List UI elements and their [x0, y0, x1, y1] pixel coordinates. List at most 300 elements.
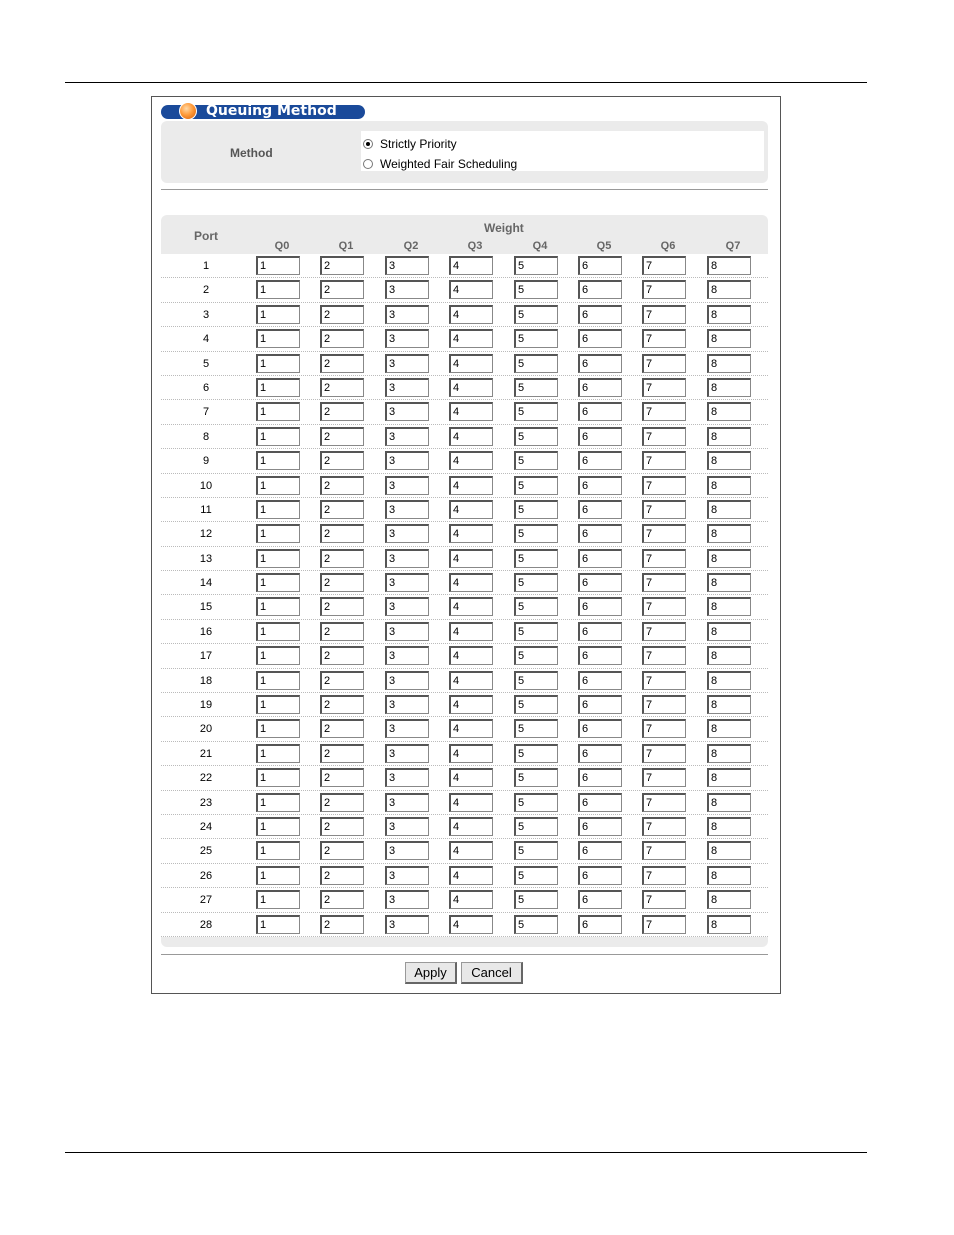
weight-input-q5[interactable] [578, 476, 622, 495]
radio-label-strictly-priority: Strictly Priority [380, 137, 457, 151]
weight-input-q6[interactable] [642, 866, 686, 885]
table-row [161, 376, 768, 400]
weight-input-q1[interactable] [320, 646, 364, 665]
weight-input-q2[interactable] [385, 671, 429, 690]
weight-input-q2[interactable] [385, 256, 429, 275]
weight-input-q4[interactable] [514, 866, 558, 885]
weight-input-q7[interactable] [707, 378, 751, 397]
queue-header-q6: Q6 [660, 240, 676, 252]
weight-input-q7[interactable] [707, 841, 751, 860]
weight-input-q4[interactable] [514, 256, 558, 275]
weight-input-q2[interactable] [385, 280, 429, 299]
queue-header-q4: Q4 [532, 240, 548, 252]
weight-input-q5[interactable] [578, 500, 622, 519]
queue-header-q1: Q1 [338, 240, 354, 252]
weight-input-q2[interactable] [385, 719, 429, 738]
weight-input-q3[interactable] [449, 768, 493, 787]
weight-input-q1[interactable] [320, 256, 364, 275]
weight-input-q7[interactable] [707, 305, 751, 324]
weight-input-q7[interactable] [707, 402, 751, 421]
weight-input-q7[interactable] [707, 719, 751, 738]
table-row [161, 669, 768, 693]
weight-input-q1[interactable] [320, 597, 364, 616]
weight-input-q2[interactable] [385, 549, 429, 568]
table-row [161, 839, 768, 863]
port-number: 5 [202, 357, 210, 370]
weight-input-q3[interactable] [449, 695, 493, 714]
weight-input-q4[interactable] [514, 378, 558, 397]
weight-input-q3[interactable] [449, 890, 493, 909]
weight-input-q6[interactable] [642, 451, 686, 470]
weight-input-q0[interactable] [256, 841, 300, 860]
weight-input-q6[interactable] [642, 280, 686, 299]
weight-input-q5[interactable] [578, 744, 622, 763]
port-number: 6 [202, 381, 210, 394]
port-header: Port [194, 229, 218, 243]
weight-input-q3[interactable] [449, 256, 493, 275]
weight-input-q3[interactable] [449, 354, 493, 373]
weight-input-q0[interactable] [256, 744, 300, 763]
table-row [161, 278, 768, 302]
weight-input-q6[interactable] [642, 817, 686, 836]
weight-input-q3[interactable] [449, 597, 493, 616]
weight-input-q5[interactable] [578, 354, 622, 373]
weight-input-q7[interactable] [707, 549, 751, 568]
weight-input-q4[interactable] [514, 280, 558, 299]
weight-input-q5[interactable] [578, 890, 622, 909]
weight-input-q0[interactable] [256, 646, 300, 665]
weight-input-q4[interactable] [514, 915, 558, 934]
weight-input-q0[interactable] [256, 915, 300, 934]
table-row [161, 766, 768, 790]
radio-button-unselected[interactable] [363, 159, 373, 169]
weight-input-q6[interactable] [642, 793, 686, 812]
port-number: 13 [199, 552, 213, 565]
weight-input-q5[interactable] [578, 622, 622, 641]
weight-input-q7[interactable] [707, 256, 751, 275]
table-row [161, 913, 768, 937]
weight-input-q3[interactable] [449, 305, 493, 324]
method-label: Method [230, 146, 273, 160]
table-row [161, 864, 768, 888]
port-number: 3 [202, 308, 210, 321]
weight-input-q0[interactable] [256, 329, 300, 348]
weight-input-q4[interactable] [514, 719, 558, 738]
table-row [161, 449, 768, 473]
weight-input-q0[interactable] [256, 671, 300, 690]
weight-input-q2[interactable] [385, 354, 429, 373]
port-number: 28 [199, 918, 213, 931]
weight-input-q3[interactable] [449, 573, 493, 592]
weight-input-q3[interactable] [449, 866, 493, 885]
table-row [161, 742, 768, 766]
weight-input-q6[interactable] [642, 500, 686, 519]
weight-input-q5[interactable] [578, 256, 622, 275]
weight-input-q7[interactable] [707, 427, 751, 446]
weight-input-q6[interactable] [642, 427, 686, 446]
weight-input-q1[interactable] [320, 915, 364, 934]
weight-input-q7[interactable] [707, 744, 751, 763]
weight-input-q1[interactable] [320, 549, 364, 568]
weight-input-q1[interactable] [320, 671, 364, 690]
weight-input-q4[interactable] [514, 597, 558, 616]
table-row [161, 303, 768, 327]
weight-input-q1[interactable] [320, 866, 364, 885]
weight-input-q6[interactable] [642, 402, 686, 421]
weight-input-q4[interactable] [514, 500, 558, 519]
weight-input-q6[interactable] [642, 719, 686, 738]
weight-input-q3[interactable] [449, 671, 493, 690]
weight-input-q7[interactable] [707, 695, 751, 714]
page-top-rule [65, 82, 867, 83]
queue-header-q7: Q7 [725, 240, 741, 252]
weight-input-q7[interactable] [707, 793, 751, 812]
weight-input-q7[interactable] [707, 890, 751, 909]
weight-input-q5[interactable] [578, 549, 622, 568]
weight-input-q0[interactable] [256, 695, 300, 714]
table-row [161, 620, 768, 644]
weight-input-q2[interactable] [385, 573, 429, 592]
weight-input-q4[interactable] [514, 354, 558, 373]
cancel-button[interactable]: Cancel [461, 962, 523, 984]
weight-input-q7[interactable] [707, 817, 751, 836]
weight-input-q2[interactable] [385, 695, 429, 714]
weight-input-q5[interactable] [578, 427, 622, 446]
weight-input-q3[interactable] [449, 646, 493, 665]
weight-input-q2[interactable] [385, 915, 429, 934]
weight-input-q0[interactable] [256, 573, 300, 592]
port-number: 26 [199, 869, 213, 882]
table-row [161, 644, 768, 668]
weight-input-q4[interactable] [514, 427, 558, 446]
weight-input-q7[interactable] [707, 524, 751, 543]
weight-input-q6[interactable] [642, 597, 686, 616]
weight-input-q0[interactable] [256, 500, 300, 519]
weight-input-q4[interactable] [514, 671, 558, 690]
weight-input-q6[interactable] [642, 476, 686, 495]
queuing-method-panel [151, 96, 781, 994]
weight-input-q0[interactable] [256, 866, 300, 885]
weight-input-q4[interactable] [514, 451, 558, 470]
weight-input-q0[interactable] [256, 402, 300, 421]
weight-input-q0[interactable] [256, 524, 300, 543]
weight-input-q0[interactable] [256, 305, 300, 324]
weight-input-q1[interactable] [320, 451, 364, 470]
weight-input-q4[interactable] [514, 793, 558, 812]
weight-input-q6[interactable] [642, 646, 686, 665]
weight-input-q2[interactable] [385, 402, 429, 421]
radio-weighted-fair-scheduling[interactable] [363, 157, 517, 171]
weight-input-q4[interactable] [514, 646, 558, 665]
port-number: 7 [202, 406, 210, 419]
weight-input-q3[interactable] [449, 500, 493, 519]
weight-input-q4[interactable] [514, 817, 558, 836]
weight-input-q3[interactable] [449, 476, 493, 495]
weight-input-q2[interactable] [385, 305, 429, 324]
weight-input-q1[interactable] [320, 622, 364, 641]
table-row [161, 693, 768, 717]
weight-input-q4[interactable] [514, 695, 558, 714]
table-row [161, 400, 768, 424]
weight-input-q1[interactable] [320, 354, 364, 373]
weight-input-q4[interactable] [514, 841, 558, 860]
weight-input-q4[interactable] [514, 524, 558, 543]
weight-input-q5[interactable] [578, 402, 622, 421]
weight-input-q5[interactable] [578, 597, 622, 616]
weight-input-q7[interactable] [707, 866, 751, 885]
weight-input-q7[interactable] [707, 768, 751, 787]
radio-strictly-priority[interactable] [363, 137, 457, 151]
weight-input-q3[interactable] [449, 329, 493, 348]
weight-input-q1[interactable] [320, 744, 364, 763]
weight-input-q5[interactable] [578, 719, 622, 738]
weight-input-q0[interactable] [256, 280, 300, 299]
weight-input-q6[interactable] [642, 695, 686, 714]
weight-input-q3[interactable] [449, 744, 493, 763]
weight-input-q2[interactable] [385, 451, 429, 470]
weight-input-q2[interactable] [385, 524, 429, 543]
weight-input-q1[interactable] [320, 378, 364, 397]
section-separator [161, 189, 768, 190]
port-number: 16 [199, 625, 213, 638]
weight-input-q1[interactable] [320, 793, 364, 812]
weight-input-q5[interactable] [578, 768, 622, 787]
weight-input-q2[interactable] [385, 817, 429, 836]
weight-input-q6[interactable] [642, 256, 686, 275]
port-number: 24 [199, 820, 213, 833]
weight-input-q0[interactable] [256, 597, 300, 616]
weight-input-q0[interactable] [256, 354, 300, 373]
table-row [161, 571, 768, 595]
weight-input-q1[interactable] [320, 768, 364, 787]
table-row [161, 595, 768, 619]
weight-input-q2[interactable] [385, 744, 429, 763]
port-number: 1 [202, 260, 210, 272]
weight-input-q0[interactable] [256, 622, 300, 641]
weight-input-q3[interactable] [449, 280, 493, 299]
weight-input-q7[interactable] [707, 476, 751, 495]
weight-input-q1[interactable] [320, 500, 364, 519]
weight-input-q2[interactable] [385, 427, 429, 446]
weight-input-q1[interactable] [320, 305, 364, 324]
weight-input-q7[interactable] [707, 500, 751, 519]
weight-input-q1[interactable] [320, 719, 364, 738]
weight-input-q7[interactable] [707, 573, 751, 592]
weight-input-q6[interactable] [642, 329, 686, 348]
weight-input-q0[interactable] [256, 549, 300, 568]
table-row [161, 815, 768, 839]
weight-input-q5[interactable] [578, 817, 622, 836]
weight-input-q2[interactable] [385, 841, 429, 860]
weight-input-q6[interactable] [642, 549, 686, 568]
weight-input-q4[interactable] [514, 768, 558, 787]
weight-input-q6[interactable] [642, 378, 686, 397]
weight-input-q5[interactable] [578, 695, 622, 714]
port-number: 8 [202, 430, 210, 443]
weight-input-q5[interactable] [578, 866, 622, 885]
table-row [161, 327, 768, 351]
table-row [161, 791, 768, 815]
weight-input-q0[interactable] [256, 451, 300, 470]
weight-input-q7[interactable] [707, 451, 751, 470]
port-number: 17 [199, 650, 213, 663]
weight-input-q1[interactable] [320, 817, 364, 836]
weight-input-q1[interactable] [320, 695, 364, 714]
weight-input-q3[interactable] [449, 622, 493, 641]
weight-input-q4[interactable] [514, 744, 558, 763]
weight-input-q5[interactable] [578, 573, 622, 592]
port-number: 25 [199, 845, 213, 858]
weight-input-q7[interactable] [707, 354, 751, 373]
weight-input-q2[interactable] [385, 890, 429, 909]
weight-input-q0[interactable] [256, 378, 300, 397]
weight-input-q5[interactable] [578, 280, 622, 299]
weight-input-q0[interactable] [256, 890, 300, 909]
table-row [161, 352, 768, 376]
weight-table-body [161, 254, 768, 937]
weight-input-q2[interactable] [385, 793, 429, 812]
weight-input-q2[interactable] [385, 476, 429, 495]
weight-input-q7[interactable] [707, 280, 751, 299]
weight-input-q6[interactable] [642, 841, 686, 860]
table-row [161, 522, 768, 546]
weight-input-q2[interactable] [385, 768, 429, 787]
weight-input-q1[interactable] [320, 329, 364, 348]
weight-input-q0[interactable] [256, 793, 300, 812]
weight-input-q6[interactable] [642, 671, 686, 690]
weight-input-q4[interactable] [514, 573, 558, 592]
weight-input-q4[interactable] [514, 549, 558, 568]
weight-input-q1[interactable] [320, 427, 364, 446]
weight-input-q0[interactable] [256, 719, 300, 738]
weight-input-q3[interactable] [449, 451, 493, 470]
weight-input-q7[interactable] [707, 622, 751, 641]
weight-input-q2[interactable] [385, 646, 429, 665]
weight-input-q7[interactable] [707, 671, 751, 690]
port-number: 15 [199, 601, 213, 614]
weight-input-q5[interactable] [578, 305, 622, 324]
weight-input-q3[interactable] [449, 402, 493, 421]
weight-input-q6[interactable] [642, 768, 686, 787]
weight-input-q6[interactable] [642, 524, 686, 543]
weight-input-q2[interactable] [385, 378, 429, 397]
port-number: 12 [199, 528, 213, 541]
radio-label-weighted-fair-scheduling: Weighted Fair Scheduling [380, 157, 518, 171]
button-separator [161, 954, 768, 955]
weight-input-q1[interactable] [320, 476, 364, 495]
weight-input-q4[interactable] [514, 329, 558, 348]
weight-input-q3[interactable] [449, 427, 493, 446]
weight-input-q2[interactable] [385, 622, 429, 641]
apply-button[interactable]: Apply [405, 962, 457, 984]
weight-input-q5[interactable] [578, 524, 622, 543]
weight-input-q1[interactable] [320, 841, 364, 860]
table-row [161, 498, 768, 522]
weight-input-q1[interactable] [320, 402, 364, 421]
table-row [161, 717, 768, 741]
port-number: 14 [199, 577, 213, 590]
weight-input-q6[interactable] [642, 622, 686, 641]
orange-bullet-icon [179, 102, 197, 120]
port-number: 21 [199, 747, 213, 760]
queue-header-q5: Q5 [596, 240, 612, 252]
weight-input-q3[interactable] [449, 524, 493, 543]
table-row [161, 425, 768, 449]
weight-input-q6[interactable] [642, 890, 686, 909]
page-bottom-rule [65, 1152, 867, 1153]
weight-input-q3[interactable] [449, 817, 493, 836]
weight-input-q0[interactable] [256, 817, 300, 836]
queue-header-q2: Q2 [403, 240, 419, 252]
weight-input-q4[interactable] [514, 402, 558, 421]
weight-input-q3[interactable] [449, 378, 493, 397]
weight-input-q3[interactable] [449, 793, 493, 812]
weight-input-q5[interactable] [578, 646, 622, 665]
weight-header: Weight [484, 221, 524, 235]
weight-input-q5[interactable] [578, 378, 622, 397]
weight-input-q6[interactable] [642, 354, 686, 373]
weight-input-q0[interactable] [256, 256, 300, 275]
table-row [161, 888, 768, 912]
weight-input-q5[interactable] [578, 451, 622, 470]
weight-input-q1[interactable] [320, 573, 364, 592]
weight-input-q6[interactable] [642, 915, 686, 934]
port-number: 22 [199, 772, 213, 785]
weight-input-q1[interactable] [320, 890, 364, 909]
weight-input-q0[interactable] [256, 476, 300, 495]
port-number: 20 [199, 723, 213, 736]
weight-input-q2[interactable] [385, 329, 429, 348]
weight-input-q5[interactable] [578, 329, 622, 348]
weight-input-q4[interactable] [514, 622, 558, 641]
weight-input-q7[interactable] [707, 329, 751, 348]
weight-input-q4[interactable] [514, 890, 558, 909]
port-number: 4 [202, 333, 210, 346]
weight-input-q7[interactable] [707, 646, 751, 665]
queue-header-q0: Q0 [274, 240, 290, 252]
port-number: 2 [202, 284, 210, 297]
weight-input-q2[interactable] [385, 500, 429, 519]
weight-input-q5[interactable] [578, 793, 622, 812]
queue-header-q3: Q3 [467, 240, 483, 252]
weight-input-q3[interactable] [449, 915, 493, 934]
weight-input-q1[interactable] [320, 524, 364, 543]
weight-input-q4[interactable] [514, 305, 558, 324]
weight-input-q2[interactable] [385, 866, 429, 885]
weight-input-q6[interactable] [642, 305, 686, 324]
weight-input-q5[interactable] [578, 671, 622, 690]
weight-input-q6[interactable] [642, 744, 686, 763]
weight-input-q3[interactable] [449, 719, 493, 738]
port-number: 11 [200, 503, 212, 516]
weight-input-q0[interactable] [256, 427, 300, 446]
weight-input-q5[interactable] [578, 841, 622, 860]
weight-input-q3[interactable] [449, 549, 493, 568]
port-number: 18 [199, 674, 213, 687]
weight-input-q1[interactable] [320, 280, 364, 299]
weight-input-q5[interactable] [578, 915, 622, 934]
weight-input-q7[interactable] [707, 915, 751, 934]
weight-input-q7[interactable] [707, 597, 751, 616]
weight-input-q0[interactable] [256, 768, 300, 787]
radio-button-selected[interactable] [363, 139, 373, 149]
weight-input-q4[interactable] [514, 476, 558, 495]
table-row [161, 254, 768, 278]
port-number: 10 [199, 479, 213, 492]
weight-input-q6[interactable] [642, 573, 686, 592]
weight-input-q2[interactable] [385, 597, 429, 616]
weight-input-q3[interactable] [449, 841, 493, 860]
